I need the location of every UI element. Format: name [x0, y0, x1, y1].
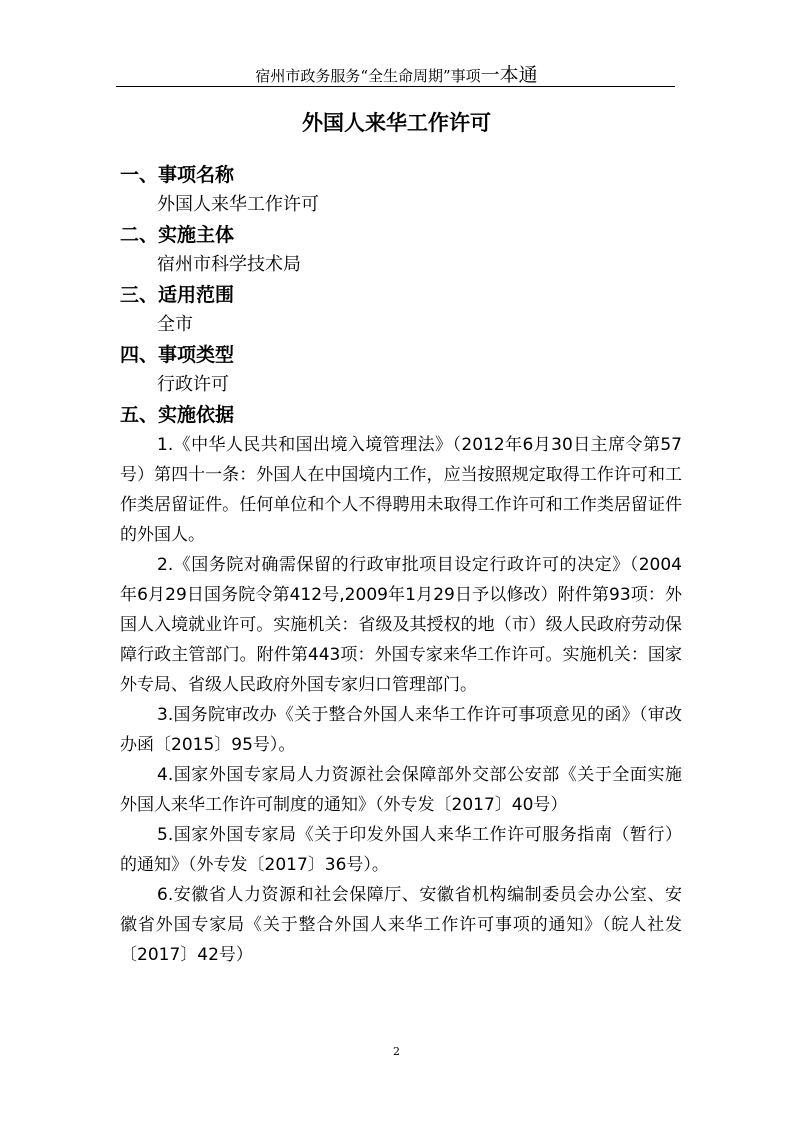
basis-item-5: 5.国家外国专家局《关于印发外国人来华工作许可服务指南（暂行）的通知》（外专发〔2017〕36号）。 [120, 825, 682, 875]
page-title: 外国人来华工作许可 [302, 111, 491, 135]
section-value-type: 行政许可 [157, 374, 229, 395]
running-header [0, 60, 793, 87]
page-number: 2 [393, 1045, 400, 1058]
basis-item-3: 3.国务院审改办《关于整合外国人来华工作许可事项意见的函》（审改办函〔2015〕95号）。 [120, 705, 682, 755]
header-text: 宿州市政务服务“全生命周期”事项 [255, 67, 481, 85]
section-heading-scope: 三、适用范围 [120, 284, 235, 306]
header-suffix: 一本通 [480, 64, 538, 86]
section-heading-name: 一、事项名称 [120, 164, 235, 186]
basis-item-2: 2.《国务院对确需保留的行政审批项目设定行政许可的决定》（2004年6月29日国务院令第412号,2009年1月29日予以修改）附件第93项：外国人入境就业许可。实施机关：省级及其授权的地（市）级人民政府劳动保障行政主管部门。附件第443项：外国专家来华工作许可。实施机关：国家外专局、省级人民政府外国专家归口管理部门。 [120, 555, 682, 695]
basis-item-1: 1.《中华人民共和国出境入境管理法》（2012年6月30日主席令第57号）第四十一条：外国人在中国境内工作，应当按照规定取得工作许可和工作类居留证件。任何单位和个人不得聘用未取得工作许可和工作类居留证件的外国人。 [120, 435, 682, 545]
section-heading-type: 四、事项类型 [120, 344, 235, 366]
basis-item-4: 4.国家外国专家局人力资源社会保障部外交部公安部《关于全面实施外国人来华工作许可制度的通知》（外专发〔2017〕40号） [120, 765, 682, 815]
document-body [120, 160, 682, 970]
section-value-name: 外国人来华工作许可 [157, 194, 319, 215]
section-heading-basis: 五、实施依据 [120, 404, 235, 426]
header-rule [116, 86, 675, 87]
basis-item-6: 6.安徽省人力资源和社会保障厅、安徽省机构编制委员会办公室、安徽省外国专家局《关于整合外国人来华工作许可事项的通知》（皖人社发〔2017〕42号） [120, 885, 682, 965]
section-value-scope: 全市 [157, 314, 193, 335]
section-heading-authority: 二、实施主体 [120, 224, 235, 246]
section-value-authority: 宿州市科学技术局 [157, 254, 301, 275]
